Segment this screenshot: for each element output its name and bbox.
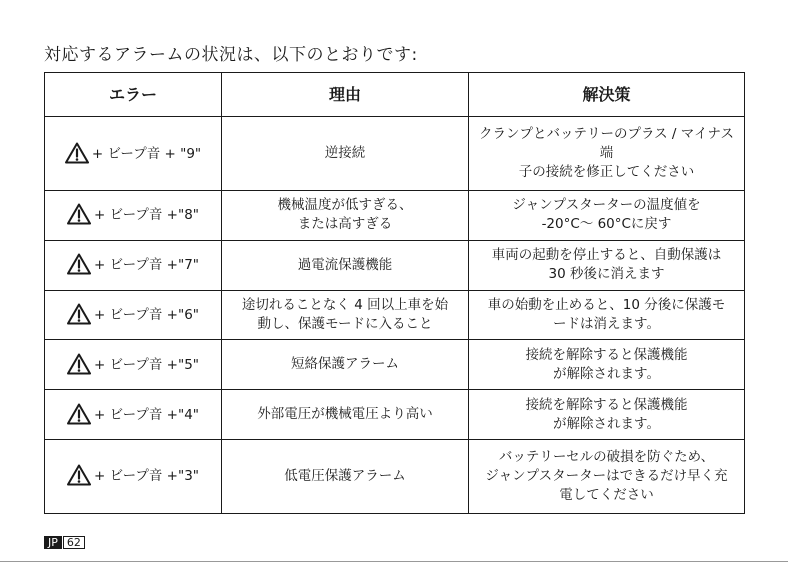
table-row xyxy=(45,290,745,340)
solution-line: 30 秒後に消えます xyxy=(548,266,665,283)
table-row xyxy=(45,117,745,191)
solution-line: -20°C～ 60°Cに戻す xyxy=(541,216,672,233)
table-body xyxy=(45,117,745,514)
error-code-cell xyxy=(45,117,222,191)
error-code-text: + ビープ音 +"4" xyxy=(94,406,199,423)
warning-triangle-icon xyxy=(67,303,91,325)
reason-cell xyxy=(222,240,469,290)
table-row xyxy=(45,390,745,440)
page-number: 62 xyxy=(63,536,85,549)
reason-line: 途切れることなく 4 回以上車を始 xyxy=(241,296,449,313)
language-badge: JP xyxy=(44,536,62,549)
error-code-text: + ビープ音 +"5" xyxy=(94,356,199,373)
header-reason: 理由 xyxy=(222,73,469,117)
reason-line: 短絡保護アラーム xyxy=(291,356,399,373)
solution-cell xyxy=(469,340,745,390)
error-code-text: + ビープ音 +"7" xyxy=(94,257,199,274)
error-code-text: + ビープ音 +"3" xyxy=(94,468,199,485)
reason-line: 過電流保護機能 xyxy=(297,256,393,273)
error-code-text: + ビープ音 + "9" xyxy=(91,145,202,162)
solution-cell xyxy=(469,439,745,513)
solution-line: が解除されます。 xyxy=(553,365,660,382)
error-code-cell xyxy=(45,340,222,390)
header-error: エラー xyxy=(45,73,222,117)
reason-line: 動し、保護モードに入ること xyxy=(257,315,433,332)
table-row xyxy=(45,191,745,241)
reason-cell xyxy=(222,340,469,390)
alarm-table xyxy=(44,72,745,514)
solution-cell xyxy=(469,191,745,241)
solution-line: 接続を解除すると保護機能 xyxy=(525,346,688,363)
error-code-text: + ビープ音 +"6" xyxy=(94,306,199,323)
reason-line: 機械温度が低すぎる、 xyxy=(277,197,413,214)
table-header-row xyxy=(45,73,745,117)
solution-line: 電してください xyxy=(559,486,654,503)
warning-triangle-icon xyxy=(67,464,91,486)
reason-cell xyxy=(222,191,469,241)
warning-triangle-icon xyxy=(67,403,91,425)
page-heading: 対応するアラームの状況は、以下のとおりです: xyxy=(44,45,418,65)
solution-line: ードは消えます。 xyxy=(553,315,660,332)
reason-cell xyxy=(222,439,469,513)
solution-line: 接続を解除すると保護機能 xyxy=(525,396,688,413)
reason-cell xyxy=(222,117,469,191)
table-row xyxy=(45,439,745,513)
warning-triangle-icon xyxy=(67,253,91,275)
solution-line: 車両の起動を停止すると、自動保護は xyxy=(491,247,722,264)
warning-triangle-icon xyxy=(67,353,91,375)
error-code-cell xyxy=(45,240,222,290)
solution-cell xyxy=(469,240,745,290)
reason-line: 外部電圧が機械電圧より高い xyxy=(257,406,433,423)
warning-triangle-icon xyxy=(65,142,89,164)
reason-line: または高すぎる xyxy=(297,216,393,233)
error-code-cell xyxy=(45,191,222,241)
header-solution: 解決策 xyxy=(469,73,745,117)
warning-triangle-icon xyxy=(67,203,91,225)
solution-line: ジャンプスターターはできるだけ早く充 xyxy=(485,467,728,484)
solution-line: 子の接続を修正してください xyxy=(518,164,695,181)
solution-cell xyxy=(469,117,745,191)
reason-line: 逆接続 xyxy=(324,145,366,162)
reason-cell xyxy=(222,290,469,340)
solution-line: 車の始動を止めると、10 分後に保護モ xyxy=(487,296,726,313)
error-code-text: + ビープ音 +"8" xyxy=(94,207,199,224)
error-code-cell xyxy=(45,390,222,440)
bottom-rule xyxy=(0,561,788,562)
table-row xyxy=(45,340,745,390)
solution-line: クランプとバッテリーのプラス / マイナス端 xyxy=(479,126,734,162)
error-code-cell xyxy=(45,439,222,513)
table-row xyxy=(45,240,745,290)
error-code-cell xyxy=(45,290,222,340)
solution-line: バッテリーセルの破損を防ぐため、 xyxy=(498,448,715,465)
solution-cell xyxy=(469,290,745,340)
reason-cell xyxy=(222,390,469,440)
solution-line: が解除されます。 xyxy=(553,415,660,432)
reason-line: 低電圧保護アラーム xyxy=(284,467,406,484)
solution-line: ジャンプスターターの温度値を xyxy=(512,197,701,214)
solution-cell xyxy=(469,390,745,440)
page-footer xyxy=(44,536,85,549)
